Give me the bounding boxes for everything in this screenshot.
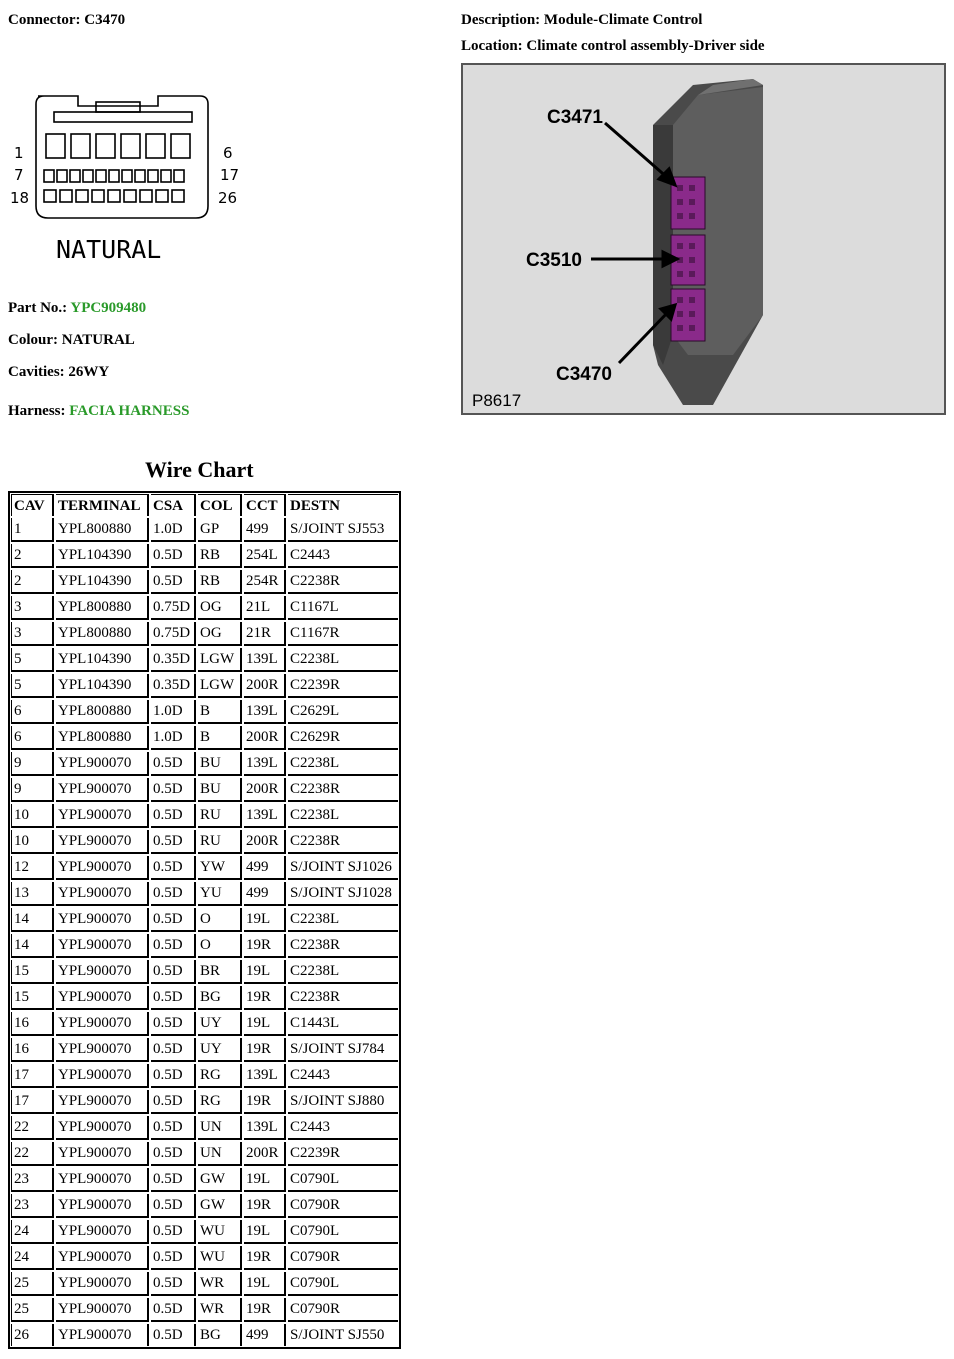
cell-terminal: YPL900070	[55, 1245, 150, 1271]
cell-csa: 1.0D	[150, 699, 197, 725]
cell-col: OG	[197, 621, 243, 647]
cell-terminal: YPL900070	[55, 1297, 150, 1323]
cell-col: UN	[197, 1141, 243, 1167]
cell-cct: 139L	[243, 699, 287, 725]
table-row	[11, 517, 398, 543]
cell-cav: 25	[11, 1271, 55, 1297]
connector-cavity	[44, 170, 54, 182]
module-locator-image	[461, 63, 946, 415]
description-line	[461, 12, 702, 29]
cell-csa: 0.5D	[150, 1271, 197, 1297]
connector-cavity	[172, 190, 184, 202]
cell-terminal: YPL800880	[55, 725, 150, 751]
table-row	[11, 1323, 398, 1346]
cell-terminal: YPL900070	[55, 1323, 150, 1346]
connector-cavity	[108, 190, 120, 202]
cell-cct: 200R	[243, 829, 287, 855]
connector-label: Connector:	[8, 12, 81, 28]
cell-cav: 14	[11, 907, 55, 933]
cell-col: B	[197, 725, 243, 751]
cell-csa: 0.35D	[150, 673, 197, 699]
connector-value: C3470	[84, 12, 126, 28]
cell-col: RU	[197, 803, 243, 829]
cell-terminal: YPL900070	[55, 803, 150, 829]
cell-destn: S/JOINT SJ880	[287, 1089, 398, 1115]
cell-terminal: YPL800880	[55, 595, 150, 621]
table-row	[11, 673, 398, 699]
cell-destn: C2238R	[287, 933, 398, 959]
cell-cav: 23	[11, 1193, 55, 1219]
colour-value: NATURAL	[61, 332, 135, 348]
cell-destn: C2629L	[287, 699, 398, 725]
cell-destn: C2238L	[287, 751, 398, 777]
cell-cav: 6	[11, 699, 55, 725]
table-row	[11, 907, 398, 933]
cell-cct: 499	[243, 855, 287, 881]
cell-destn: S/JOINT SJ1028	[287, 881, 398, 907]
location-line	[461, 38, 765, 55]
connector-cavity	[174, 170, 184, 182]
cell-destn: C0790R	[287, 1297, 398, 1323]
cell-cct: 499	[243, 881, 287, 907]
connector-face-diagram	[8, 88, 248, 268]
cell-cav: 15	[11, 959, 55, 985]
cavities-label: Cavities:	[8, 364, 65, 380]
cell-destn: C2239R	[287, 673, 398, 699]
harness-link[interactable]: FACIA HARNESS	[69, 403, 190, 419]
part-no-label: Part No.:	[8, 300, 68, 316]
cell-destn: C2238R	[287, 985, 398, 1011]
cell-destn: C0790R	[287, 1193, 398, 1219]
cell-terminal: YPL900070	[55, 1141, 150, 1167]
cell-cct: 139L	[243, 803, 287, 829]
cell-terminal: YPL900070	[55, 777, 150, 803]
connector-cavity	[76, 190, 88, 202]
cell-cct: 200R	[243, 1141, 287, 1167]
table-row	[11, 569, 398, 595]
table-row	[11, 1089, 398, 1115]
cell-csa: 0.5D	[150, 881, 197, 907]
connector-line	[8, 12, 125, 29]
cell-cav: 9	[11, 777, 55, 803]
cell-terminal: YPL900070	[55, 1271, 150, 1297]
pin-label-17: 17	[220, 166, 240, 184]
cell-terminal: YPL900070	[55, 1037, 150, 1063]
table-row	[11, 725, 398, 751]
cell-col: LGW	[197, 647, 243, 673]
cell-cav: 3	[11, 595, 55, 621]
cell-cct: 139L	[243, 1063, 287, 1089]
connector-cavity	[96, 134, 115, 158]
table-row	[11, 621, 398, 647]
cell-cct: 19L	[243, 1167, 287, 1193]
connector-cavity	[57, 170, 67, 182]
cell-cav: 1	[11, 517, 55, 543]
cell-terminal: YPL900070	[55, 855, 150, 881]
cell-destn: C2238R	[287, 569, 398, 595]
table-row	[11, 1115, 398, 1141]
harness-line	[8, 403, 189, 420]
cell-csa: 0.35D	[150, 647, 197, 673]
cell-destn: S/JOINT SJ550	[287, 1323, 398, 1346]
cell-csa: 0.5D	[150, 569, 197, 595]
header-csa: CSA	[150, 494, 197, 517]
cell-col: WR	[197, 1297, 243, 1323]
cell-cav: 26	[11, 1323, 55, 1346]
harness-label: Harness:	[8, 403, 66, 419]
table-row	[11, 1271, 398, 1297]
cell-csa: 0.5D	[150, 1141, 197, 1167]
cell-cav: 25	[11, 1297, 55, 1323]
cell-csa: 0.5D	[150, 751, 197, 777]
cell-cav: 16	[11, 1037, 55, 1063]
cell-terminal: YPL900070	[55, 907, 150, 933]
table-row	[11, 881, 398, 907]
header-cav: CAV	[11, 494, 55, 517]
cell-terminal: YPL104390	[55, 673, 150, 699]
cell-cct: 19L	[243, 1271, 287, 1297]
cell-col: YU	[197, 881, 243, 907]
colour-line	[8, 332, 135, 349]
cell-col: LGW	[197, 673, 243, 699]
cell-col: BU	[197, 751, 243, 777]
cell-cct: 499	[243, 517, 287, 543]
cell-terminal: YPL900070	[55, 1167, 150, 1193]
cell-terminal: YPL900070	[55, 751, 150, 777]
cell-col: RU	[197, 829, 243, 855]
cell-cct: 21L	[243, 595, 287, 621]
cell-cct: 19L	[243, 907, 287, 933]
cell-csa: 0.5D	[150, 959, 197, 985]
cell-destn: S/JOINT SJ553	[287, 517, 398, 543]
cell-col: UN	[197, 1115, 243, 1141]
cell-terminal: YPL900070	[55, 985, 150, 1011]
table-row	[11, 985, 398, 1011]
cell-cct: 19L	[243, 959, 287, 985]
cell-col: RB	[197, 543, 243, 569]
cell-col: WR	[197, 1271, 243, 1297]
cell-cct: 19L	[243, 1219, 287, 1245]
cell-csa: 0.5D	[150, 1089, 197, 1115]
cell-destn: C2238R	[287, 829, 398, 855]
cell-col: BR	[197, 959, 243, 985]
connector-cavity	[96, 170, 106, 182]
callout-c3470: C3470	[556, 364, 612, 385]
cell-cct: 139L	[243, 647, 287, 673]
part-no-link[interactable]: YPC909480	[70, 300, 147, 316]
cell-cct: 19L	[243, 1011, 287, 1037]
cell-col: WU	[197, 1245, 243, 1271]
cell-cct: 19R	[243, 1245, 287, 1271]
cell-terminal: YPL900070	[55, 1219, 150, 1245]
cell-col: RG	[197, 1063, 243, 1089]
table-row	[11, 543, 398, 569]
connector-cavity	[121, 134, 140, 158]
location-label: Location:	[461, 38, 523, 54]
cell-csa: 0.5D	[150, 907, 197, 933]
description-label: Description:	[461, 12, 541, 28]
cell-destn: C2238L	[287, 907, 398, 933]
cell-destn: C2238L	[287, 803, 398, 829]
wire-chart-title: Wire Chart	[145, 457, 254, 482]
cell-csa: 0.5D	[150, 1193, 197, 1219]
cell-cct: 254R	[243, 569, 287, 595]
header-col: COL	[197, 494, 243, 517]
cell-csa: 0.5D	[150, 543, 197, 569]
cell-terminal: YPL900070	[55, 1089, 150, 1115]
cell-terminal: YPL800880	[55, 621, 150, 647]
table-row	[11, 933, 398, 959]
cell-col: YW	[197, 855, 243, 881]
pin-label-6: 6	[223, 144, 233, 162]
cell-cav: 9	[11, 751, 55, 777]
figure-id-label: P8617	[472, 391, 522, 410]
cell-cct: 19R	[243, 985, 287, 1011]
cell-col: UY	[197, 1011, 243, 1037]
cell-csa: 0.5D	[150, 1011, 197, 1037]
cell-terminal: YPL900070	[55, 1193, 150, 1219]
cell-cav: 5	[11, 673, 55, 699]
cell-csa: 0.5D	[150, 1219, 197, 1245]
cell-destn: C1167L	[287, 595, 398, 621]
cell-terminal: YPL900070	[55, 1011, 150, 1037]
connector-cavity	[92, 190, 104, 202]
connector-cavity	[140, 190, 152, 202]
cell-terminal: YPL900070	[55, 959, 150, 985]
cell-cct: 254L	[243, 543, 287, 569]
cell-cav: 14	[11, 933, 55, 959]
cell-terminal: YPL900070	[55, 1115, 150, 1141]
cell-csa: 1.0D	[150, 725, 197, 751]
cell-cct: 200R	[243, 725, 287, 751]
connector-colour-caption: NATURAL	[56, 235, 162, 264]
cell-terminal: YPL900070	[55, 881, 150, 907]
wire-chart-header-row	[11, 494, 398, 517]
table-row	[11, 1063, 398, 1089]
connector-cavity	[44, 190, 56, 202]
cell-destn: C1443L	[287, 1011, 398, 1037]
cell-cav: 22	[11, 1141, 55, 1167]
cell-cct: 499	[243, 1323, 287, 1346]
cell-terminal: YPL900070	[55, 1063, 150, 1089]
table-row	[11, 1219, 398, 1245]
cell-cct: 200R	[243, 673, 287, 699]
cell-cav: 24	[11, 1219, 55, 1245]
cell-cav: 24	[11, 1245, 55, 1271]
connector-cavity	[46, 134, 65, 158]
description-value: Module-Climate Control	[543, 12, 703, 28]
colour-label: Colour:	[8, 332, 58, 348]
pin-label-18: 18	[10, 189, 30, 207]
table-row	[11, 1167, 398, 1193]
table-row	[11, 777, 398, 803]
cell-destn: C0790R	[287, 1245, 398, 1271]
cell-terminal: YPL104390	[55, 569, 150, 595]
table-row	[11, 1011, 398, 1037]
cell-cav: 5	[11, 647, 55, 673]
table-row	[11, 751, 398, 777]
cell-destn: C0790L	[287, 1167, 398, 1193]
header-destn: DESTN	[287, 494, 398, 517]
cell-col: OG	[197, 595, 243, 621]
cell-cct: 139L	[243, 1115, 287, 1141]
cell-cav: 15	[11, 985, 55, 1011]
table-row	[11, 803, 398, 829]
cell-cct: 19R	[243, 1037, 287, 1063]
cell-cav: 17	[11, 1063, 55, 1089]
cell-col: GW	[197, 1167, 243, 1193]
cell-cct: 19R	[243, 933, 287, 959]
cell-destn: C2443	[287, 1115, 398, 1141]
cell-col: BG	[197, 985, 243, 1011]
table-row	[11, 1037, 398, 1063]
part-no-line	[8, 300, 146, 317]
cell-cct: 19R	[243, 1193, 287, 1219]
cell-csa: 0.5D	[150, 1063, 197, 1089]
cell-destn: C1167R	[287, 621, 398, 647]
cell-terminal: YPL104390	[55, 647, 150, 673]
cell-cct: 200R	[243, 777, 287, 803]
location-value: Climate control assembly-Driver side	[526, 38, 765, 54]
cell-cav: 16	[11, 1011, 55, 1037]
cell-destn: C2443	[287, 1063, 398, 1089]
cell-csa: 0.5D	[150, 1245, 197, 1271]
connector-cavity	[146, 134, 165, 158]
cell-cct: 19R	[243, 1297, 287, 1323]
cell-col: WU	[197, 1219, 243, 1245]
cell-col: BG	[197, 1323, 243, 1346]
cell-csa: 0.75D	[150, 621, 197, 647]
cell-cct: 139L	[243, 751, 287, 777]
cell-csa: 0.5D	[150, 933, 197, 959]
cell-col: UY	[197, 1037, 243, 1063]
wire-chart-table	[8, 491, 401, 1349]
cell-csa: 0.5D	[150, 1037, 197, 1063]
cell-col: GP	[197, 517, 243, 543]
cell-cav: 12	[11, 855, 55, 881]
cell-cav: 10	[11, 829, 55, 855]
cell-csa: 0.5D	[150, 855, 197, 881]
cell-cct: 19R	[243, 1089, 287, 1115]
cell-cav: 2	[11, 543, 55, 569]
cell-destn: C2238L	[287, 959, 398, 985]
pin-label-7: 7	[14, 166, 24, 184]
cell-cav: 23	[11, 1167, 55, 1193]
callout-c3510: C3510	[526, 250, 582, 271]
table-row	[11, 699, 398, 725]
pin-label-1: 1	[14, 144, 24, 162]
cell-csa: 0.5D	[150, 803, 197, 829]
cell-col: B	[197, 699, 243, 725]
cell-destn: S/JOINT SJ1026	[287, 855, 398, 881]
cell-destn: C2443	[287, 543, 398, 569]
cell-csa: 0.5D	[150, 985, 197, 1011]
table-row	[11, 855, 398, 881]
cell-col: GW	[197, 1193, 243, 1219]
cell-destn: C0790L	[287, 1271, 398, 1297]
pin-label-26: 26	[218, 189, 238, 207]
cell-cav: 17	[11, 1089, 55, 1115]
cell-cav: 10	[11, 803, 55, 829]
table-row	[11, 647, 398, 673]
cell-cav: 22	[11, 1115, 55, 1141]
cell-terminal: YPL900070	[55, 933, 150, 959]
connector-cavity	[124, 190, 136, 202]
table-row	[11, 829, 398, 855]
cell-destn: C2238L	[287, 647, 398, 673]
connector-cavity	[83, 170, 93, 182]
cell-csa: 1.0D	[150, 517, 197, 543]
cell-terminal: YPL800880	[55, 517, 150, 543]
table-row	[11, 1193, 398, 1219]
connector-cavity	[122, 170, 132, 182]
table-row	[11, 959, 398, 985]
connector-cavity	[135, 170, 145, 182]
connector-cavity	[156, 190, 168, 202]
cell-col: O	[197, 907, 243, 933]
connector-cavity	[71, 134, 90, 158]
cell-destn: C2239R	[287, 1141, 398, 1167]
cell-destn: C0790L	[287, 1219, 398, 1245]
cell-csa: 0.75D	[150, 595, 197, 621]
connector-cavity	[161, 170, 171, 182]
cell-cav: 2	[11, 569, 55, 595]
cell-cav: 6	[11, 725, 55, 751]
cell-csa: 0.5D	[150, 1297, 197, 1323]
cell-col: BU	[197, 777, 243, 803]
connector-cavity	[148, 170, 158, 182]
cell-col: RB	[197, 569, 243, 595]
cell-col: RG	[197, 1089, 243, 1115]
cell-csa: 0.5D	[150, 829, 197, 855]
cell-terminal: YPL104390	[55, 543, 150, 569]
callout-c3471: C3471	[547, 107, 603, 128]
cavities-line	[8, 364, 109, 381]
connector-cavity	[109, 170, 119, 182]
cell-csa: 0.5D	[150, 777, 197, 803]
cell-csa: 0.5D	[150, 1323, 197, 1346]
cavities-value: 26WY	[68, 364, 110, 380]
cell-destn: S/JOINT SJ784	[287, 1037, 398, 1063]
connector-cavity	[60, 190, 72, 202]
table-row	[11, 1297, 398, 1323]
cell-terminal: YPL800880	[55, 699, 150, 725]
cell-destn: C2238R	[287, 777, 398, 803]
table-row	[11, 1245, 398, 1271]
cell-destn: C2629R	[287, 725, 398, 751]
table-row	[11, 595, 398, 621]
cell-cav: 13	[11, 881, 55, 907]
connector-cavity	[171, 134, 190, 158]
table-row	[11, 1141, 398, 1167]
cell-terminal: YPL900070	[55, 829, 150, 855]
connector-cavity	[70, 170, 80, 182]
cell-csa: 0.5D	[150, 1167, 197, 1193]
header-cct: CCT	[243, 494, 287, 517]
cell-cav: 3	[11, 621, 55, 647]
cell-cct: 21R	[243, 621, 287, 647]
header-terminal: TERMINAL	[55, 494, 150, 517]
cell-csa: 0.5D	[150, 1115, 197, 1141]
cell-col: O	[197, 933, 243, 959]
